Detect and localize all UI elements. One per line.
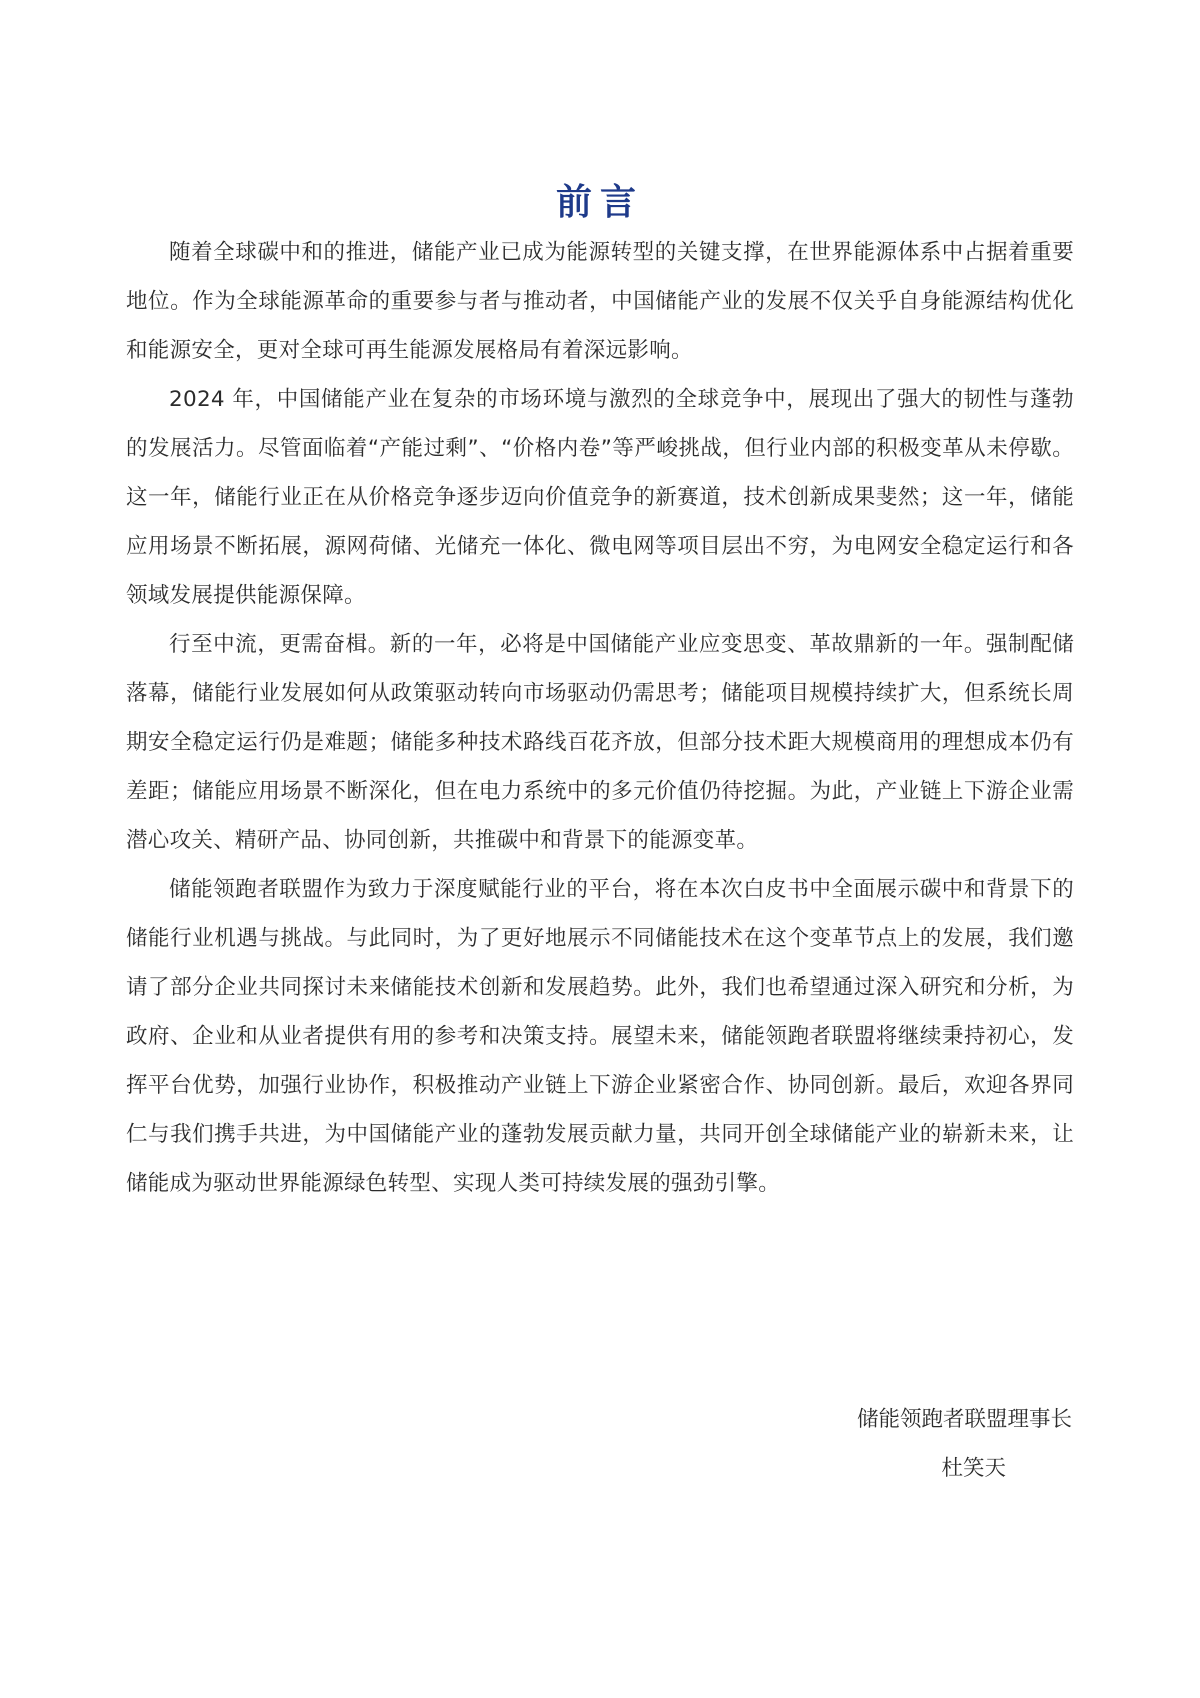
signature-name: 杜笑天	[941, 1456, 1006, 1481]
paragraph-2: 2024 年，中国储能产业在复杂的市场环境与激烈的全球竞争中，展现出了强大的韧性与蓬勃的发展活力。尽管面临着“产能过剩”、“价格内卷”等严峻挑战，但行业内部的积极变革从未停歇。这一年，储能行业正在从价格竞争逐步迈向价值竞争的新赛道，技术创新成果斐然；这一年，储能应用场景不断拓展，源网荷储、光储充一体化、微电网等项目层出不穷，为电网安全稳定运行和各领域发展提供能源保障。	[126, 387, 1074, 608]
signature-position: 储能领跑者联盟理事长	[856, 1407, 1072, 1432]
preface-body	[126, 228, 1074, 1208]
paragraph-3: 行至中流，更需奋楫。新的一年，必将是中国储能产业应变思变、革故鼎新的一年。强制配储落幕，储能行业发展如何从政策驱动转向市场驱动仍需思考；储能项目规模持续扩大，但系统长周期安全稳定运行仍是难题；储能多种技术路线百花齐放，但部分技术距大规模商用的理想成本仍有差距；储能应用场景不断深化，但在电力系统中的多元价值仍待挖掘。为此，产业链上下游企业需潜心攻关、精研产品、协同创新，共推碳中和背景下的能源变革。	[126, 632, 1074, 853]
paragraph-1: 随着全球碳中和的推进，储能产业已成为能源转型的关键支撑，在世界能源体系中占据着重要地位。作为全球能源革命的重要参与者与推动者，中国储能产业的发展不仅关乎自身能源结构优化和能源安全，更对全球可再生能源发展格局有着深远影响。	[126, 240, 1074, 363]
page-title: 前言	[555, 182, 644, 224]
paragraph-4: 储能领跑者联盟作为致力于深度赋能行业的平台，将在本次白皮书中全面展示碳中和背景下的储能行业机遇与挑战。与此同时，为了更好地展示不同储能技术在这个变革节点上的发展，我们邀请了部分企业共同探讨未来储能技术创新和发展趋势。此外，我们也希望通过深入研究和分析，为政府、企业和从业者提供有用的参考和决策支持。展望未来，储能领跑者联盟将继续秉持初心，发挥平台优势，加强行业协作，积极推动产业链上下游企业紧密合作、协同创新。最后，欢迎各界同仁与我们携手共进，为中国储能产业的蓬勃发展贡献力量，共同开创全球储能产业的崭新未来，让储能成为驱动世界能源绿色转型、实现人类可持续发展的强劲引擎。	[126, 877, 1074, 1196]
signature-block	[857, 1395, 1072, 1493]
